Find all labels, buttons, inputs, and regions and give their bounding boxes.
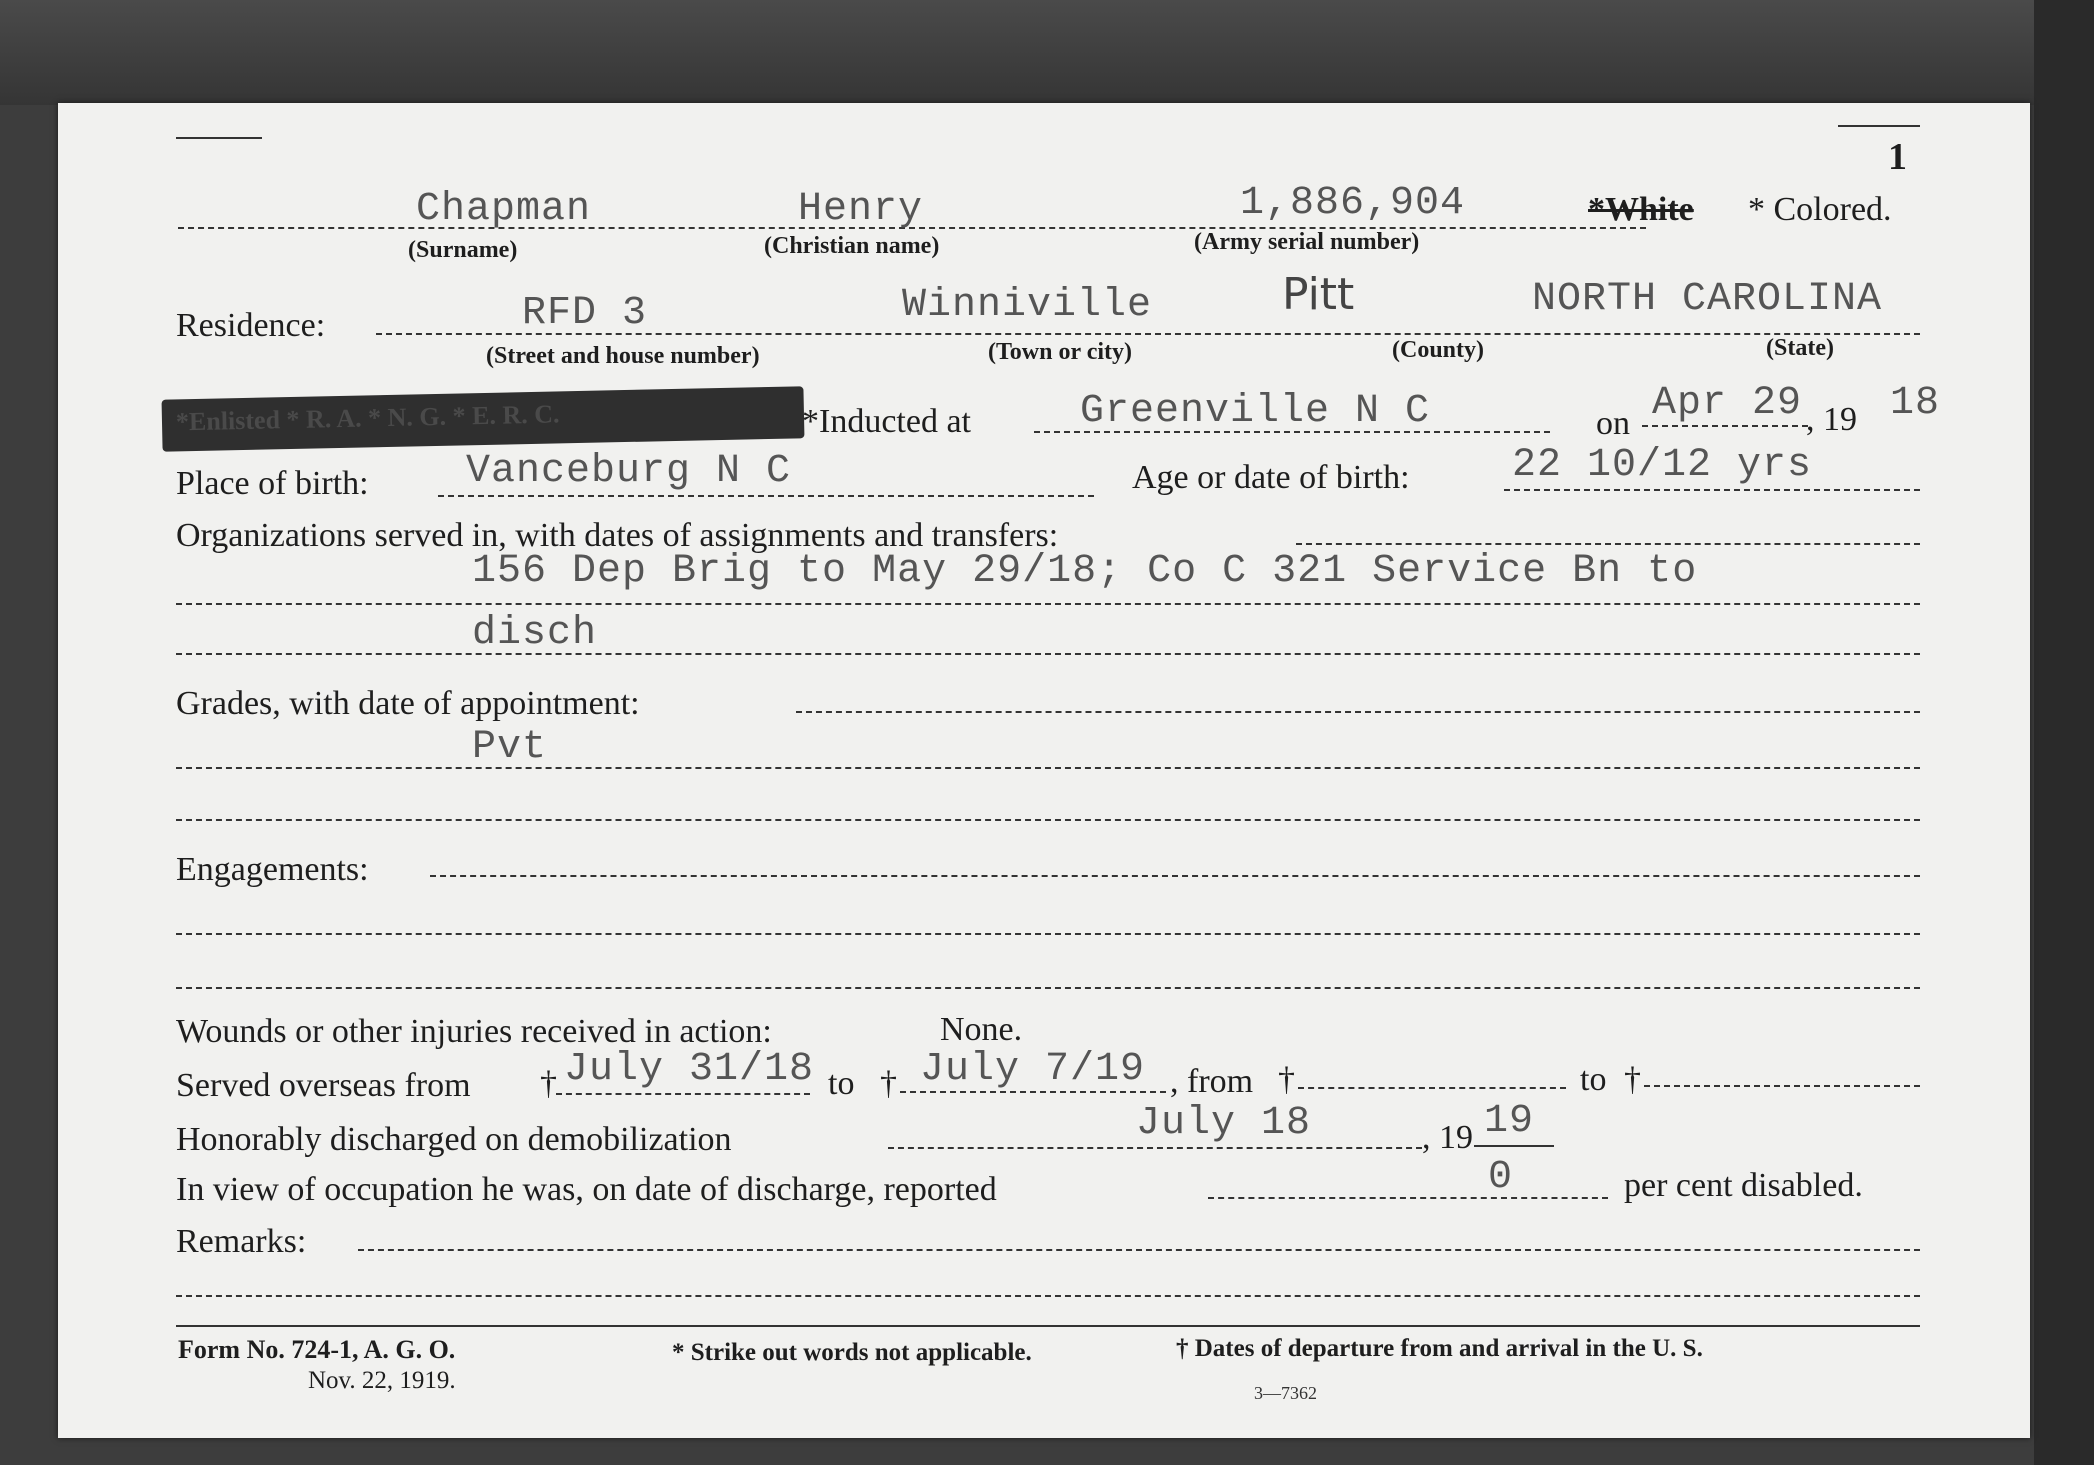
age-line <box>1504 489 1920 491</box>
overseas-dagger-2: † <box>880 1065 897 1102</box>
disability-suffix: per cent disabled. <box>1624 1167 1863 1204</box>
overseas-dagger-3: † <box>1278 1061 1295 1098</box>
age-value: 22 10/12 yrs <box>1512 443 1813 488</box>
residence-town-value: Winniville <box>902 283 1153 328</box>
overseas-from2-line <box>1298 1087 1566 1089</box>
wounds-label: Wounds or other injuries received in action: <box>176 1013 772 1050</box>
struck-enlistment-text: *Enlisted * R. A. * N. G. * E. R. C. <box>175 399 560 437</box>
overseas-dagger-4: † <box>1624 1061 1641 1098</box>
organizations-line-1 <box>176 603 1920 605</box>
state-caption: (State) <box>1766 335 1834 361</box>
inducted-year-value: 18 <box>1890 381 1941 426</box>
overseas-to-label: to <box>828 1065 855 1102</box>
organizations-value-1: 156 Dep Brig to May 29/18; Co C 321 Service Bn to <box>472 549 1698 594</box>
organizations-value-2: disch <box>472 611 598 656</box>
form-number: Form No. 724-1, A. G. O. <box>178 1335 456 1364</box>
top-right-rule <box>1838 125 1920 127</box>
race-white-struck: *White <box>1588 191 1694 228</box>
age-label: Age or date of birth: <box>1132 459 1410 496</box>
grades-label: Grades, with date of appointment: <box>176 685 640 722</box>
disability-label: In view of occupation he was, on date of discharge, reported <box>176 1171 997 1208</box>
overseas-to2-label: to <box>1580 1061 1607 1098</box>
wounds-value: None. <box>940 1011 1023 1048</box>
discharge-date-value: July 18 <box>1136 1101 1312 1146</box>
engagements-label: Engagements: <box>176 851 369 888</box>
overseas-dagger-1: † <box>540 1065 557 1102</box>
place-of-birth-value: Vanceburg N C <box>466 449 792 494</box>
inducted-at-label: *Inducted at <box>802 403 971 440</box>
race-colored-label: * Colored. <box>1748 191 1892 228</box>
scan-background-right <box>2034 0 2094 1465</box>
overseas-from2-label: , from <box>1170 1063 1254 1100</box>
organizations-line-0 <box>1296 543 1920 545</box>
dates-note: † Dates of departure from and arrival in the U. S. <box>1176 1335 1703 1362</box>
residence-street-value: RFD 3 <box>522 291 648 336</box>
town-caption: (Town or city) <box>988 339 1132 365</box>
residence-state-value: NORTH CAROLINA <box>1532 277 1883 322</box>
serial-number-caption: (Army serial number) <box>1194 229 1420 255</box>
overseas-label: Served overseas from <box>176 1067 471 1104</box>
street-caption: (Street and house number) <box>486 343 760 369</box>
inducted-place-value: Greenville N C <box>1080 389 1431 434</box>
overseas-from-line <box>556 1093 810 1095</box>
overseas-to-value: July 7/19 <box>920 1047 1146 1092</box>
grades-line-0 <box>796 711 1920 713</box>
serial-number-value: 1,886,904 <box>1240 181 1466 226</box>
engagements-line-2 <box>176 987 1920 989</box>
organizations-label: Organizations served in, with dates of assignments and transfers: <box>176 517 1059 554</box>
overseas-from-value: July 31/18 <box>564 1047 815 1092</box>
overseas-to2-line <box>1644 1085 1920 1087</box>
top-left-rule <box>176 137 262 139</box>
county-caption: (County) <box>1392 337 1485 363</box>
grades-line-2 <box>176 819 1920 821</box>
place-of-birth-label: Place of birth: <box>176 465 369 502</box>
inducted-on-label: on <box>1596 405 1630 442</box>
grades-value: Pvt <box>472 725 548 770</box>
disability-line <box>1208 1197 1608 1199</box>
card-number: 1 <box>1888 136 1907 178</box>
discharge-year-prefix: , 19 <box>1422 1119 1473 1156</box>
engagements-line-0 <box>430 875 1920 877</box>
scan-background-top <box>0 0 2094 105</box>
discharge-year-line <box>1474 1145 1554 1147</box>
organizations-line-2 <box>176 653 1920 655</box>
footer-rule <box>176 1325 1920 1327</box>
remarks-line-1 <box>176 1295 1920 1297</box>
remarks-label: Remarks: <box>176 1223 307 1260</box>
inducted-year-prefix: , 19 <box>1806 401 1857 438</box>
surname-caption: (Surname) <box>408 237 518 263</box>
disability-value: 0 <box>1488 1155 1514 1200</box>
print-code: 3—7362 <box>1254 1383 1317 1403</box>
discharge-label: Honorably discharged on demobilization <box>176 1121 732 1158</box>
strike-note: * Strike out words not applicable. <box>672 1339 1032 1366</box>
remarks-line-0 <box>358 1249 1920 1251</box>
inducted-date-value: Apr 29 <box>1652 381 1803 426</box>
christian-name-caption: (Christian name) <box>764 233 940 259</box>
surname-value: Chapman <box>416 187 592 232</box>
christian-name-value: Henry <box>798 187 924 232</box>
residence-county-value: Pitt <box>1282 269 1355 320</box>
engagements-line-1 <box>176 933 1920 935</box>
struck-enlistment-options <box>162 386 805 451</box>
discharge-date-line <box>888 1147 1422 1149</box>
discharge-year-value: 19 <box>1484 1099 1535 1144</box>
place-of-birth-line <box>438 495 1094 497</box>
form-date: Nov. 22, 1919. <box>308 1367 456 1394</box>
residence-label: Residence: <box>176 307 326 344</box>
service-record-card <box>58 103 2030 1438</box>
grades-line-1 <box>176 767 1920 769</box>
